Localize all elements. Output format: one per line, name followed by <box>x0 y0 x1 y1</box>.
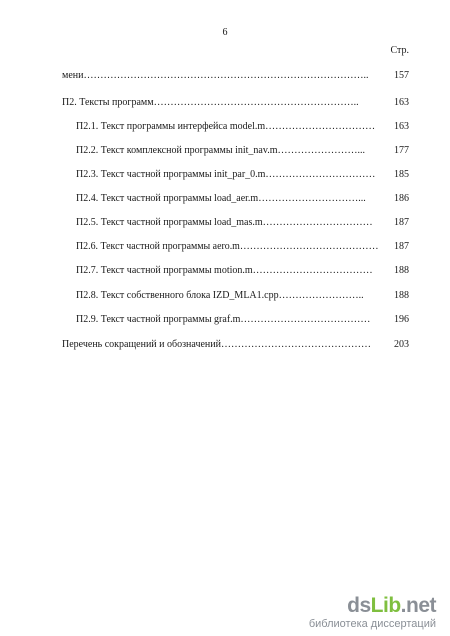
toc-entry <box>0 96 450 110</box>
watermark-subtitle: библиотека диссертаций <box>308 618 436 630</box>
toc-entry-text: П2.9. Текст частной программы graf.m………………………………… <box>76 314 371 325</box>
page-column-header: Стр. <box>390 45 409 56</box>
toc-entry-text: П2.7. Текст частной программы motion.m……………………………… <box>76 265 373 276</box>
toc-entry <box>0 120 450 134</box>
toc-entry-page: 163 <box>394 121 409 132</box>
toc-entry-page: 187 <box>394 217 409 228</box>
toc-entry-text: П2.8. Текст собственного блока IZD_MLA1.cpp…………………….. <box>76 290 364 301</box>
toc-entry <box>0 69 450 83</box>
toc-entry-text: П2.1. Текст программы интерфейса model.m…………………………… <box>76 121 376 132</box>
toc-entry <box>0 313 450 327</box>
toc-entry-page: 177 <box>394 145 409 156</box>
toc-entry-page: 185 <box>394 169 409 180</box>
toc-entry-page: 188 <box>394 290 409 301</box>
toc-entry-page: 188 <box>394 265 409 276</box>
toc-entry-text: П2.4. Текст частной программы load_aer.m…………………………... <box>76 193 366 204</box>
toc-entry <box>0 192 450 206</box>
toc-entry <box>0 168 450 182</box>
toc-entry-text: Перечень сокращений и обозначений……………………………………… <box>62 339 371 350</box>
toc-entry-page: 203 <box>394 339 409 350</box>
toc-entry <box>0 144 450 158</box>
toc-entry-text: мени………………………………………………………………………….. <box>62 70 369 81</box>
toc-entry <box>0 289 450 303</box>
toc-entry-text: П2.6. Текст частной программы aero.m…………………………………… <box>76 241 379 252</box>
toc-entry-page: 157 <box>394 70 409 81</box>
page-number: 6 <box>222 27 228 38</box>
toc-entry-page: 196 <box>394 314 409 325</box>
site-watermark[interactable] <box>309 595 436 631</box>
toc-entry-text: П2. Тексты программ…………………………………………………….. <box>62 97 359 108</box>
toc-entry-page: 187 <box>394 241 409 252</box>
toc-entry-text: П2.5. Текст частной программы load_mas.m…………………………… <box>76 217 373 228</box>
toc-entry <box>0 264 450 278</box>
toc-entry-page: 163 <box>394 97 409 108</box>
toc-entry-text: П2.3. Текст частной программы init_par_0.m…………………………… <box>76 169 376 180</box>
toc-entry <box>0 216 450 230</box>
toc-entry <box>0 338 450 352</box>
toc-entry-page: 186 <box>394 193 409 204</box>
toc-entry-text: П2.2. Текст комплексной программы init_nav.m……………………... <box>76 145 365 156</box>
toc-entry <box>0 240 450 254</box>
dslib-logo: dsLib.net <box>347 594 436 617</box>
